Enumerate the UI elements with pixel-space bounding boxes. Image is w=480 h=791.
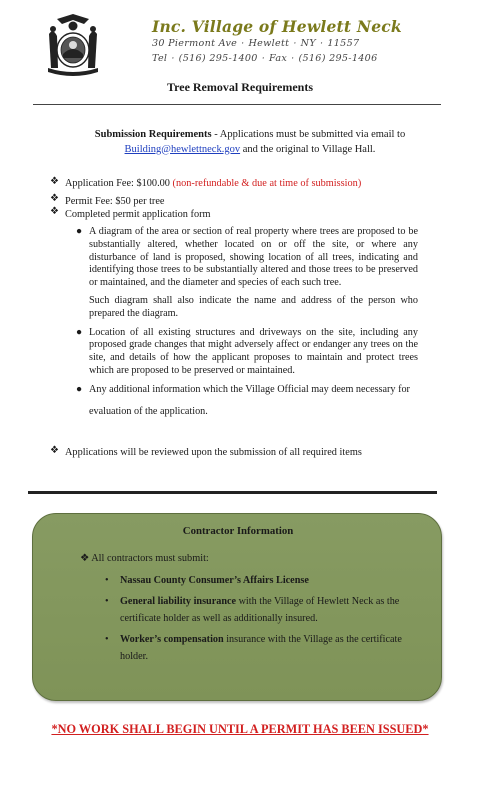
fax-number: (516) 295-1406 xyxy=(298,53,378,64)
diamond-bullet-icon: ❖ xyxy=(50,445,59,456)
village-seal-icon xyxy=(40,10,106,76)
permit-fee: Permit Fee: $50 per tree xyxy=(65,196,165,207)
list-item xyxy=(105,593,417,627)
header-divider xyxy=(33,104,441,105)
requirement-name: Nassau County Consumer’s Affairs License xyxy=(120,575,309,586)
village-name: Inc. Village of Hewlett Neck xyxy=(152,17,402,36)
section-divider xyxy=(28,491,437,494)
requirement-detail: with the Village of Hewlett Neck as the certificate holder as well as additionally insured. xyxy=(120,596,400,624)
contractor-title: Contractor Information xyxy=(182,525,294,537)
letterhead xyxy=(152,18,452,66)
tel-number: (516) 295-1400 xyxy=(178,53,258,64)
diamond-bullet-icon: ❖ xyxy=(50,206,59,217)
bullet-dot-icon: ● xyxy=(76,383,83,395)
list-item xyxy=(76,327,418,378)
requirement-details-list xyxy=(76,226,418,424)
bullet-dot-icon: • xyxy=(105,634,109,645)
bullet-dot-icon: • xyxy=(105,575,109,586)
detail-text: A diagram of the area or section of real property where trees are proposed to be substantially altered, whether located on or off the site, or where any disturbance of land is proposed, showing location of all trees, indicating and identifying those trees to be substantially altered and those trees to be preserved or maintained, and the diameter and species of each such tree. xyxy=(89,226,418,289)
tel-label: Tel xyxy=(152,53,168,64)
diamond-bullet-icon: ❖ xyxy=(80,553,90,564)
contractor-info-panel xyxy=(32,513,442,701)
detail-text: Any additional information which the Village Official may deem necessary for xyxy=(89,383,410,395)
address-street: 30 Piermont Ave xyxy=(152,38,238,49)
fax-label: Fax xyxy=(269,53,288,64)
bullet-dot-icon: ● xyxy=(76,326,83,338)
address-city: Hewlett xyxy=(248,38,290,49)
list-item xyxy=(105,572,417,589)
list-item xyxy=(76,384,418,419)
list-item xyxy=(76,226,418,321)
list-item xyxy=(105,631,417,665)
village-phone: Tel · (516) 295-1400 · Fax · (516) 295-1406 xyxy=(152,53,378,64)
requirement-name: General liability insurance xyxy=(120,596,237,607)
review-note: Applications will be reviewed upon the submission of all required items xyxy=(65,447,362,458)
detail-continuation: evaluation of the application. xyxy=(89,405,208,417)
detail-continuation: Such diagram shall also indicate the name and address of the person who prepared the diagram. xyxy=(89,294,418,319)
application-fee-label: Application Fee: $100.00 xyxy=(65,178,173,189)
application-fee xyxy=(65,177,361,190)
requirement-detail: insurance with the Village as the certificate holder. xyxy=(120,634,402,662)
permit-warning: *NO WORK SHALL BEGIN UNTIL A PERMIT HAS BEEN ISSUED* xyxy=(51,722,429,736)
contractor-requirements-list xyxy=(105,572,417,669)
diamond-bullet-icon: ❖ xyxy=(50,193,59,204)
contractor-intro xyxy=(80,552,209,564)
permit-application: Completed permit application form xyxy=(65,209,211,220)
submission-text-after: and the original to Village Hall. xyxy=(240,143,376,155)
page-title: Tree Removal Requirements xyxy=(167,80,313,94)
diamond-bullet-icon: ❖ xyxy=(50,176,59,187)
bullet-dot-icon: ● xyxy=(76,226,83,237)
village-address: 30 Piermont Ave · Hewlett · NY · 11557 xyxy=(152,38,360,49)
application-fee-note: (non-refundable & due at time of submission) xyxy=(172,178,362,189)
submission-requirements xyxy=(60,128,440,157)
address-zip: 11557 xyxy=(327,38,360,49)
bullet-dot-icon: • xyxy=(105,596,109,607)
requirement-name: Worker’s compensation xyxy=(120,634,224,645)
building-email-link[interactable]: Building@hewlettneck.gov xyxy=(124,143,241,155)
submission-label: Submission Requirements xyxy=(94,129,212,140)
detail-text: Location of all existing structures and driveways on the site, including any proposed grade changes that might adversely affect or endanger any trees on the site, and details of how the applicant proposes to maintain and protect trees which are proposed to be preserved or maintained. xyxy=(89,326,418,376)
address-state: NY xyxy=(300,38,316,49)
contractor-intro-text: All contractors must submit: xyxy=(91,553,209,564)
submission-text: - Applications must be submitted via email to xyxy=(211,129,406,140)
